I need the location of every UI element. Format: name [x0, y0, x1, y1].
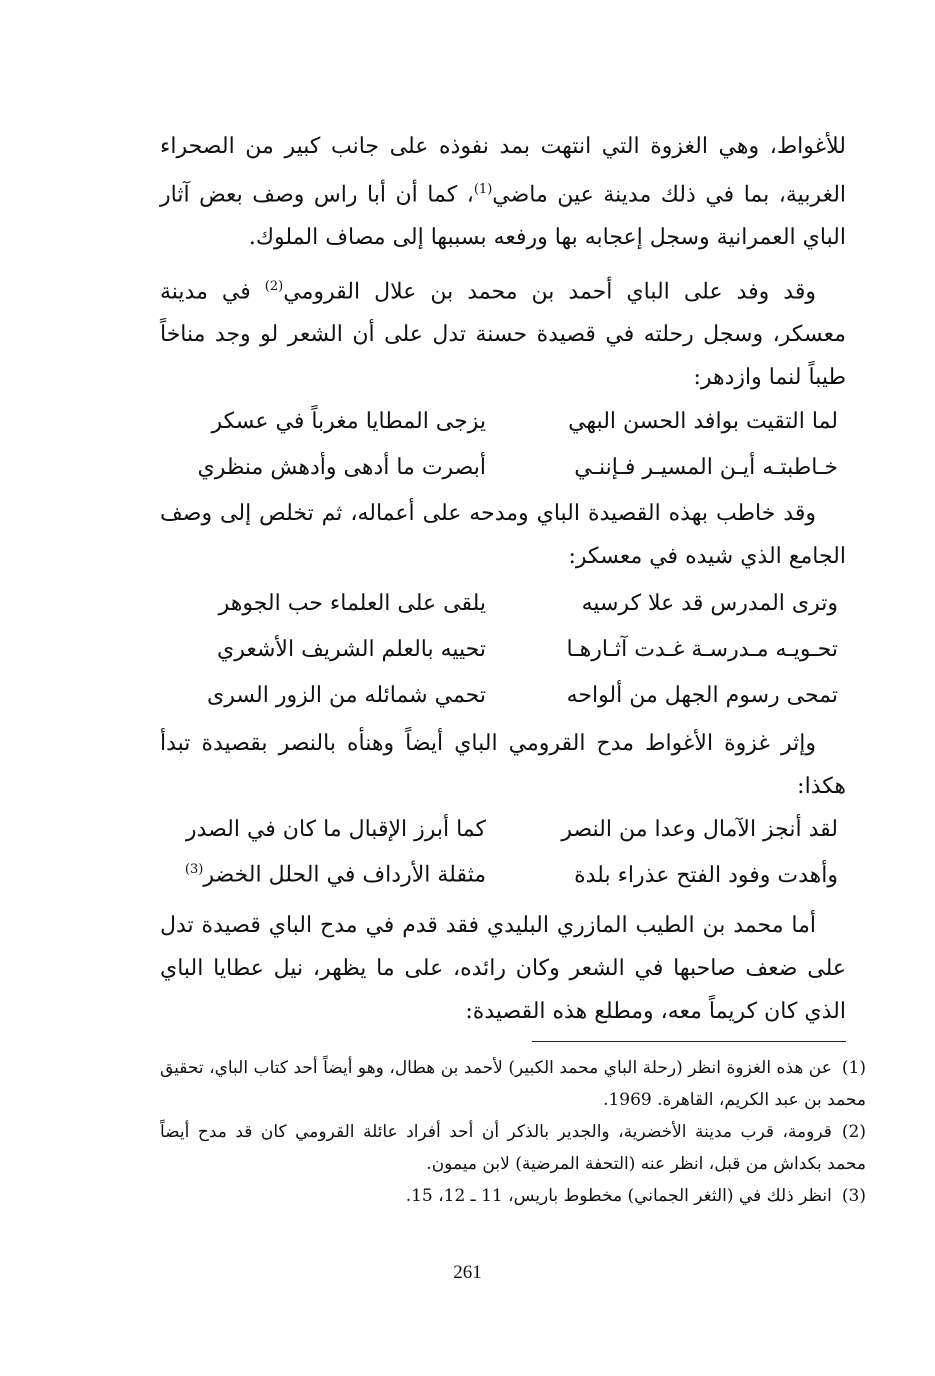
poem-1: [160, 398, 846, 490]
verse-hemistich-right: وأهدت وفود الفتح عذراء بلدة: [574, 862, 838, 888]
verse-line: [160, 626, 846, 672]
paragraph-4: [160, 722, 846, 808]
verse-hemistich-left: يزجى المطايا مغرباً في عسكر: [211, 408, 486, 434]
paragraph-1-tail: ، كما أن أبا راس وصف بعض آثار الباي العمرانية وسجل إعجابه بها ورفعه بسببها إلى مصاف الملوك.: [160, 182, 846, 251]
footnote-separator: [532, 1041, 846, 1042]
verse-line: [160, 806, 846, 852]
verse-hemistich-right: خـاطبتـه أيـن المسيـر فـإننـي: [574, 454, 838, 480]
paragraph-2: [160, 265, 846, 399]
verse-line: [160, 852, 846, 898]
verse-hemistich-right: لما التقيت بوافد الحسن البهي: [568, 408, 838, 434]
verse-hemistich-left: تحييه بالعلم الشريف الأشعري: [217, 636, 486, 662]
footnote-number: (1): [841, 1058, 866, 1078]
footnote-number: (3): [841, 1186, 866, 1206]
footnote-text: عن هذه الغزوة انظر (رحلة الباي محمد الكبير) لأحمد بن هطال، وهو أيضاً أحد كتاب الباي، تحقيق محمد بن عبد الكريم، القاهرة. 1969.: [160, 1058, 866, 1110]
paragraph-3: [160, 492, 846, 578]
footnote-2: [160, 1116, 866, 1180]
verse-hemistich-right: تحـويـه مـدرسـة غـدت آثـارهـا: [566, 636, 838, 662]
footnotes: [160, 1052, 866, 1212]
footnote-ref-2[interactable]: (2): [264, 279, 284, 294]
footnote-ref-1[interactable]: (1): [473, 182, 493, 197]
paragraph-1: [160, 125, 846, 259]
footnote-1: [160, 1052, 866, 1116]
page-number: 261: [453, 1262, 482, 1283]
verse-hemistich-right: تمحى رسوم الجهل من ألواحه: [566, 682, 838, 708]
poem-2: [160, 580, 846, 718]
verse-line: [160, 672, 846, 718]
verse-line: [160, 398, 846, 444]
poem-3: [160, 806, 846, 898]
paragraph-1-text: للأغواط، وهي الغزوة التي انتهت بمد نفوذه على جانب كبير من الصحراء الغربية، بما في ذلك مدينة عين ماضي: [160, 134, 847, 208]
paragraph-5: [160, 904, 846, 1033]
verse-line: [160, 580, 846, 626]
paragraph-2-tail: في مدينة معسكر، وسجل رحلته في قصيدة حسنة تدل على أن الشعر لو وجد مناخاً طيباً لنما وازدهر:: [160, 279, 846, 391]
verse-hemistich-left: [160, 862, 516, 887]
verse-hemistich-right: وترى المدرس قد علا كرسيه: [581, 590, 838, 616]
paragraph-4-text: وإثر غزوة الأغواط مدح القرومي الباي أيضاً وهنأه بالنصر بقصيدة تبدأ هكذا:: [160, 731, 846, 799]
verse-hemistich-left: كما أبرز الإقبال ما كان في الصدر: [185, 816, 486, 842]
footnote-number: (2): [841, 1122, 866, 1142]
verse-hemistich-right: لقد أنجز الآمال وعدا من النصر: [561, 816, 838, 842]
paragraph-3-text: وقد خاطب بهذه القصيدة الباي ومدحه على أعماله، ثم تخلص إلى وصف الجامع الذي شيده في معسكر:: [160, 501, 846, 569]
verse-line: [160, 444, 846, 490]
footnote-text: انظر ذلك في (الثغر الجماني) مخطوط باريس، 11 ـ 12، 15.: [405, 1186, 832, 1206]
footnote-text: قرومة، قرب مدينة الأخضرية، والجدير بالذكر أن أحد أفراد عائلة القرومي كان قد مدح أيضاً محمد بكداش من قبل، انظر عنه (التحفة المرضية) لابن ميمون.: [160, 1122, 866, 1174]
footnote-3: [160, 1180, 866, 1212]
verse-hemistich-left: تحمي شمائله من الزور السرى: [207, 682, 486, 708]
footnote-ref-3[interactable]: (3): [184, 862, 204, 878]
paragraph-2-text: وقد وفد على الباي أحمد بن محمد بن علال القرومي: [283, 279, 816, 305]
verse-hemistich-left-text: مثقلة الأرداف في الحلل الخضر: [203, 862, 486, 888]
verse-hemistich-left: يلقى على العلماء حب الجوهر: [218, 590, 486, 616]
paragraph-5-text: أما محمد بن الطيب المازري البليدي فقد قدم في مدح الباي قصيدة تدل على ضعف صاحبها في الشعر وكان رائده، على ما يظهر، نيل عطايا الباي الذي كان كريماً معه، ومطلع هذه القصيدة:: [160, 913, 846, 1024]
verse-hemistich-left: أبصرت ما أدهى وأدهش منظري: [197, 454, 486, 480]
